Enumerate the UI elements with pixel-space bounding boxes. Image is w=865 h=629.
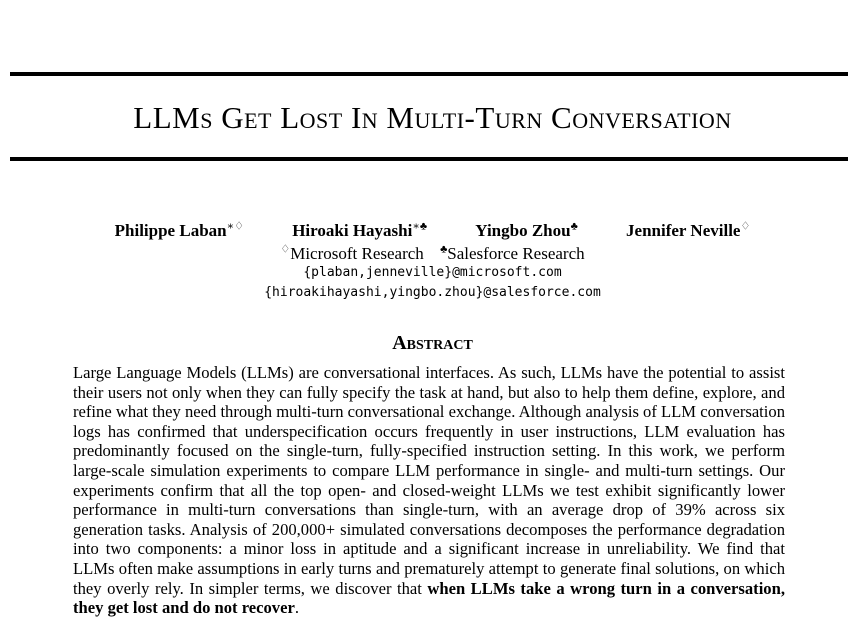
author-name: Philippe Laban (114, 220, 227, 240)
author-zhou (475, 221, 578, 240)
abstract-end: . (294, 598, 299, 618)
author-marks: ♢ (740, 220, 751, 232)
title-rule-bottom (10, 157, 848, 161)
abstract-paragraph (73, 363, 785, 618)
author-name: Hiroaki Hayashi (292, 220, 413, 240)
email-salesforce: {hiroakihayashi,yingbo.zhou}@salesforce.com (264, 285, 601, 300)
author-list (0, 219, 865, 241)
author-name: Yingbo Zhou (475, 220, 571, 240)
abstract-heading: Abstract (392, 332, 473, 354)
affiliation-name: Microsoft Research (290, 243, 424, 263)
affiliation-salesforce (440, 244, 585, 263)
author-marks: ♣ (570, 220, 578, 232)
abstract-body: Large Language Models (LLMs) are conversational interfaces. As such, LLMs have the potential to assist their users not only when they can fully specify the task at hand, but also to help them define, explore, and refine what they need through multi-turn conversational exchange. Although analysis of LLM conversation logs has confirmed that underspecification occurs frequently in user instructions, LLM evaluation has predominantly focused on the single-turn, fully-specified instruction setting. In this work, we perform large-scale simulation experiments to compare LLM performance in single- and multi-turn settings. Our experiments confirm that all the top open- and closed-weight LLMs we test exhibit significantly lower performance in multi-turn conversations than single-turn, with an average drop of 39% across six generation tasks. Analysis of 200,000+ simulated conversations decomposes the performance degradation into two components: a minor loss in aptitude and a significant increase in unreliability. We find that LLMs often make assumptions in early turns and prematurely attempt to generate final solutions, on which they overly rely. In simpler terms, we discover that (73, 363, 785, 598)
author-name: Jennifer Neville (626, 220, 741, 240)
affiliation-mark: ♣ (440, 243, 448, 255)
author-hayashi (292, 221, 427, 240)
abstract-emphasis: when LLMs take a wrong turn in a conversation, they get lost and do not recover (73, 578, 785, 618)
author-neville (626, 221, 750, 240)
affiliation-list (0, 242, 865, 264)
paper-title: LLMs Get Lost In Multi-Turn Conversation (133, 100, 732, 135)
author-laban (115, 221, 244, 240)
author-marks: ∗♣ (412, 220, 428, 232)
affiliation-microsoft (280, 244, 423, 263)
affiliation-mark: ♢ (280, 243, 291, 255)
email-microsoft: {plaban,jenneville}@microsoft.com (303, 265, 562, 280)
author-marks: ∗♢ (226, 220, 244, 232)
title-rule-top (10, 72, 848, 76)
affiliation-name: Salesforce Research (447, 243, 585, 263)
